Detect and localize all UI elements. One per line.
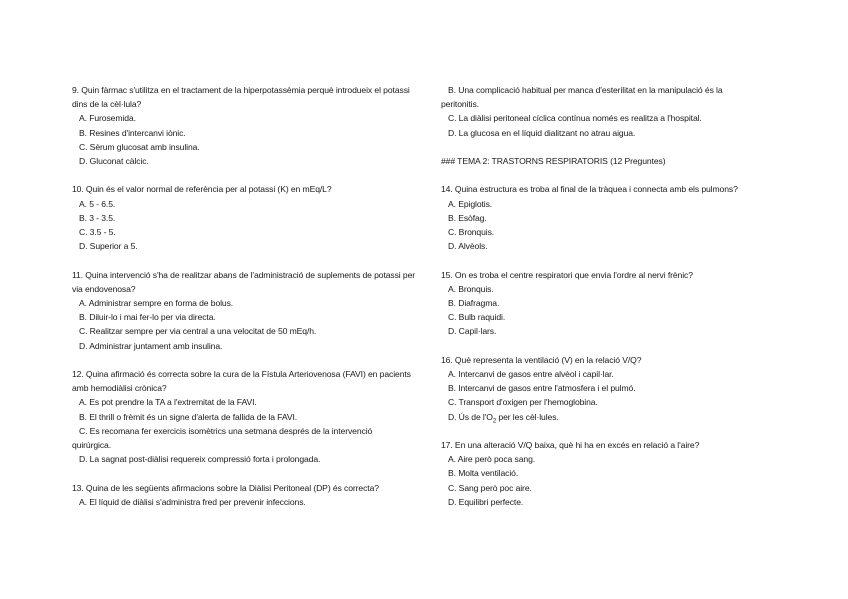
question-16 — [441, 353, 791, 424]
option-b: B. El thrill o frèmit és un signe d'alerta de fallida de la FAVI. — [79, 411, 298, 422]
option-b: B. Molta ventilació. — [448, 468, 519, 479]
option-c: C. Sèrum glucosat amb insulina. — [79, 141, 200, 152]
question-stem: 9. Quin fàrmac s'utilitza en el tractament de la hiperpotassèmia perquè introdueix el potassi dins de la cèl·lula? — [72, 85, 410, 110]
option-a: A. Intercanvi de gasos entre alvèol i capil·lar. — [448, 369, 614, 379]
question-stem: 10. Quin és el valor normal de referència per al potassi (K) en mEq/L? — [72, 184, 332, 195]
option-a: A. Bronquis. — [448, 283, 494, 294]
option-d: D. La sagnat post-diàlisi requereix compressió forta i prolongada. — [79, 454, 321, 465]
option-d — [441, 410, 791, 424]
option-d: D. Capil·lars. — [448, 326, 497, 337]
option-c: C. Bronquis. — [448, 227, 495, 237]
question-13-continued — [441, 83, 791, 140]
option-d: D. La glucosa en el líquid dialitzant no atrau aigua. — [448, 127, 636, 138]
option-d: D. Gluconat càlcic. — [79, 156, 149, 167]
section-heading: ### TEMA 2: TRASTORNS RESPIRATORIS (12 Preguntes) — [441, 156, 666, 166]
question-9 — [72, 83, 417, 168]
question-stem: 11. Quina intervenció s'ha de realitzar abans de l'administració de suplements de potassi per via endovenosa? — [72, 269, 416, 294]
option-d: D. Administrar juntament amb insulina. — [79, 340, 223, 351]
question-stem: 15. On es troba el centre respiratori que envia l'ordre al nervi frènic? — [441, 269, 693, 280]
option-b: B. Diafragma. — [448, 298, 500, 308]
option-a: A. Aire però poca sang. — [448, 454, 536, 465]
option-c: C. Es recomana fer exercicis isomètrics una setmana després de la intervenció — [79, 425, 373, 436]
option-b: B. Resines d'intercanvi iònic. — [79, 127, 186, 138]
option-b-continued: peritonitis. — [441, 99, 479, 110]
question-13 — [72, 481, 417, 509]
option-d: D. Equilibri perfecte. — [448, 496, 524, 507]
option-a: A. 5 - 6.5. — [79, 198, 116, 209]
question-stem: 17. En una alteració V/Q baixa, què hi ha en excés en relació a l'aire? — [441, 440, 700, 450]
option-a: A. El líquid de diàlisi s'administra fred per prevenir infeccions. — [79, 496, 306, 507]
option-a: A. Epiglotis. — [448, 198, 493, 209]
option-c: C. Realitzar sempre per via central a una velocitat de 50 mEq/h. — [79, 326, 317, 337]
left-column — [72, 83, 417, 523]
option-d-suffix: per les cèl·lules. — [496, 411, 559, 422]
right-column — [441, 83, 791, 523]
question-12 — [72, 367, 417, 466]
question-stem: 13. Quina de les següents afirmacions sobre la Diàlisi Peritoneal (DP) és correcta? — [72, 482, 379, 493]
option-c: C. La diàlisi peritoneal cíclica contínua només es realitza a l'hospital. — [448, 113, 702, 124]
option-a: A. Administrar sempre en forma de bolus. — [79, 298, 234, 309]
option-d-prefix: D. Ús de l'O — [448, 411, 493, 422]
question-17 — [441, 438, 791, 509]
question-15 — [441, 268, 791, 339]
option-a: A. Es pot prendre la TA a l'extremitat de la FAVI. — [79, 397, 257, 408]
option-b: B. Esòfag. — [448, 212, 487, 223]
question-11 — [72, 268, 417, 353]
option-b: B. Una complicació habitual per manca d'esterilitat en la manipulació és la — [448, 85, 723, 95]
option-c: C. Transport d'oxigen per l'hemoglobina. — [448, 397, 598, 408]
option-b: B. 3 - 3.5. — [79, 212, 116, 223]
option-b: B. Intercanvi de gasos entre l'atmosfera i el pulmó. — [448, 383, 636, 394]
question-10 — [72, 182, 417, 253]
option-c: C. Bulb raquidi. — [448, 312, 506, 323]
question-14 — [441, 182, 791, 253]
option-c-continued: quirúrgica. — [72, 440, 112, 451]
option-b: B. Diluir-lo i mai fer-lo per via directa. — [79, 312, 216, 323]
question-stem: 12. Quina afirmació és correcta sobre la cura de la Fístula Arteriovenosa (FAVI) en pacients amb hemodiàlisi crònica? — [72, 369, 411, 394]
subscript-2: 2 — [492, 418, 497, 425]
option-d: D. Alvèols. — [448, 241, 488, 252]
option-c: C. Sang però poc aire. — [448, 482, 532, 493]
question-stem: 16. Què representa la ventilació (V) en la relació V/Q? — [441, 354, 642, 365]
option-a: A. Furosemida. — [79, 113, 136, 124]
option-d: D. Superior a 5. — [79, 241, 138, 252]
option-c: C. 3.5 - 5. — [79, 227, 116, 238]
question-stem: 14. Quina estructura es troba al final de la tràquea i connecta amb els pulmons? — [441, 184, 738, 195]
